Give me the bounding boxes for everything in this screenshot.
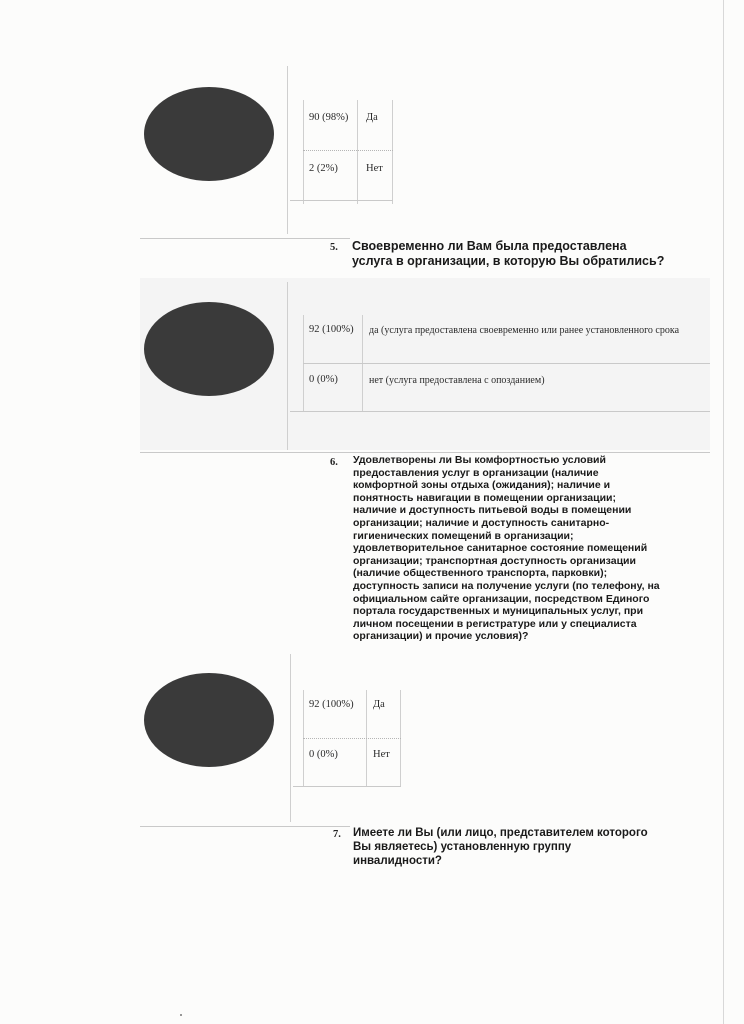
question-5-text — [352, 239, 664, 269]
question-6-line: комфортной зоны отдыха (ожидания); наличие и — [353, 479, 611, 492]
chart-frame-left — [290, 654, 291, 822]
question-6-line: официальном сайте организации, посредством Единого — [353, 592, 650, 605]
chart-frame-left — [287, 66, 288, 234]
scan-speck — [180, 1014, 182, 1016]
legend-1-bottom-border — [290, 200, 393, 201]
question-6-line: организации) и прочие условия)? — [353, 630, 529, 643]
question-6-line: наличие и доступность питьевой воды в помещении — [353, 504, 632, 517]
legend-2-row-1-answer: да (услуга предоставлена своевременно или ранее установленного срока — [369, 325, 680, 336]
question-7-line: Вы являетесь) установленную группу — [353, 841, 572, 853]
legend-1-right-border — [392, 100, 393, 204]
question-7-number: 7. — [333, 829, 341, 840]
question-6-line: организации; транспортная доступность организации — [353, 554, 636, 567]
question-7-text — [353, 826, 648, 868]
chart-2-bottom-rule — [140, 452, 710, 453]
question-6-number: 6. — [330, 457, 338, 468]
legend-2-bottom-border — [290, 411, 710, 412]
legend-1-row-2-answer: Нет — [366, 163, 383, 174]
question-6-line: предоставления услуг в организации (наличие — [353, 466, 599, 479]
question-6-line: личном посещении в регистратуре или у специалиста — [353, 617, 637, 630]
pie-chart-2 — [144, 302, 274, 396]
question-6-line: гигиенических помещений в организации; — [353, 529, 574, 542]
legend-3-row-1-answer: Да — [373, 699, 385, 710]
question-6-line: доступность записи на получение услуги (по телефону, на — [353, 579, 660, 592]
scan-edge — [723, 0, 724, 1024]
legend-1-row-2-count: 2 (2%) — [309, 163, 338, 174]
pie-chart-3 — [144, 673, 274, 767]
question-5-number: 5. — [330, 242, 338, 253]
legend-3-row-2-count: 0 (0%) — [309, 749, 338, 760]
legend-3-bottom-border — [293, 786, 401, 787]
legend-2-row-2-answer: нет (услуга предоставлена с опозданием) — [369, 375, 545, 386]
legend-3-row-1-count: 92 (100%) — [309, 699, 354, 710]
legend-1-row-1-count: 90 (98%) — [309, 112, 349, 123]
question-6-line: удовлетворительное санитарное состояние помещений — [353, 542, 648, 555]
chart-1-bottom-rule — [140, 238, 350, 239]
question-6-line: организации; наличие и доступность санитарно- — [353, 516, 610, 529]
chart-frame-left — [287, 282, 288, 450]
legend-1-row-divider — [303, 150, 393, 151]
legend-1-column-divider — [357, 100, 358, 204]
question-6-line: Удовлетворены ли Вы комфортностью условий — [353, 454, 606, 466]
legend-1-row-1-answer: Да — [366, 112, 378, 123]
legend-3-row-divider — [303, 738, 401, 739]
question-6-line: портала государственных и муниципальных услуг, при — [353, 605, 644, 618]
legend-2-row-1-count: 92 (100%) — [309, 324, 354, 335]
question-5-line: услуга в организации, в которую Вы обратились? — [352, 254, 665, 268]
legend-2-row-divider — [303, 363, 710, 364]
question-6-text — [353, 454, 660, 643]
question-6-line: (наличие общественного транспорта, парковки); — [353, 567, 608, 580]
question-6-line: понятность навигации в помещении организации; — [353, 491, 617, 504]
legend-2-row-2-count: 0 (0%) — [309, 374, 338, 385]
question-7-line: инвалидности? — [353, 855, 442, 867]
pie-chart-1 — [144, 87, 274, 181]
question-7-line: Имеете ли Вы (или лицо, представителем которого — [353, 827, 648, 839]
legend-3-row-2-answer: Нет — [373, 749, 390, 760]
question-5-line: Своевременно ли Вам была предоставлена — [352, 239, 627, 253]
chart-3-bottom-rule — [140, 826, 350, 827]
legend-1-left-border — [303, 100, 304, 204]
